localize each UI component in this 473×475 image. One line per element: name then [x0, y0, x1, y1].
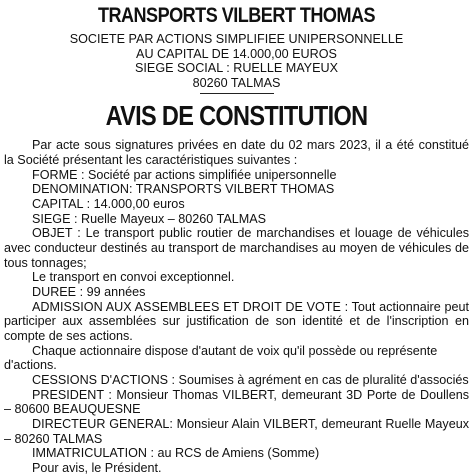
- company-legal-form: SOCIETE PAR ACTIONS SIMPLIFIEE UNIPERSONNELLE: [69, 32, 404, 46]
- intro-paragraph: Par acte sous signatures privées en date du 02 mars 2023, il a été constitué la Société présentant les caractéristiques suivantes :: [4, 138, 469, 168]
- registration-paragraph: IMMATRICULATION : au RCS de Amiens (Somme): [32, 446, 320, 461]
- voting-paragraph: Chaque actionnaire dispose d'autant de voix qu'il possède ou représente d'actions.: [4, 343, 438, 373]
- notice-body: [4, 138, 469, 475]
- legal-notice: [4, 0, 469, 475]
- president-paragraph: PRESIDENT : Monsieur Thomas VILBERT, demeurant 3D Porte de Doullens – 80600 BEAUQUESNE: [4, 387, 469, 417]
- signature-paragraph: Pour avis, le Président.: [32, 460, 162, 475]
- separator-rule: [200, 93, 274, 94]
- convoy-paragraph: Le transport en convoi exceptionnel.: [32, 270, 235, 285]
- denomination-paragraph: DENOMINATION: TRANSPORTS VILBERT THOMAS: [32, 182, 335, 197]
- company-name: TRANSPORTS VILBERT THOMAS: [97, 4, 376, 27]
- duration-paragraph: DUREE : 99 années: [32, 284, 146, 299]
- company-details: [4, 32, 469, 90]
- seat-paragraph: SIEGE : Ruelle Mayeux – 80260 TALMAS: [32, 211, 267, 226]
- form-paragraph: FORME : Société par actions simplifiée unipersonnelle: [32, 167, 337, 182]
- director-paragraph: DIRECTEUR GENERAL: Monsieur Alain VILBERT, demeurant Ruelle Mayeux – 80260 TALMAS: [4, 416, 469, 446]
- admission-paragraph: ADMISSION AUX ASSEMBLEES ET DROIT DE VOTE : Tout actionnaire peut participer aux assemblées sur justification de son identité et de l'inscription en compte de ses actions.: [4, 299, 469, 343]
- company-head-office: SIEGE SOCIAL : RUELLE MAYEUX: [135, 61, 338, 76]
- object-paragraph: OBJET : Le transport public routier de marchandises et louage de véhicules avec conducteur destinés au transport de marchandises au moyen de véhicules de tous tonnages;: [4, 226, 469, 270]
- company-capital: AU CAPITAL DE 14.000,00 EUROS: [136, 46, 337, 61]
- capital-paragraph: CAPITAL : 14.000,00 euros: [32, 197, 185, 211]
- company-postcode-city: 80260 TALMAS: [192, 75, 281, 90]
- notice-title: AVIS DE CONSTITUTION: [105, 100, 368, 132]
- transfer-paragraph: CESSIONS D'ACTIONS : Soumises à agrément en cas de pluralité d'associés: [32, 372, 469, 387]
